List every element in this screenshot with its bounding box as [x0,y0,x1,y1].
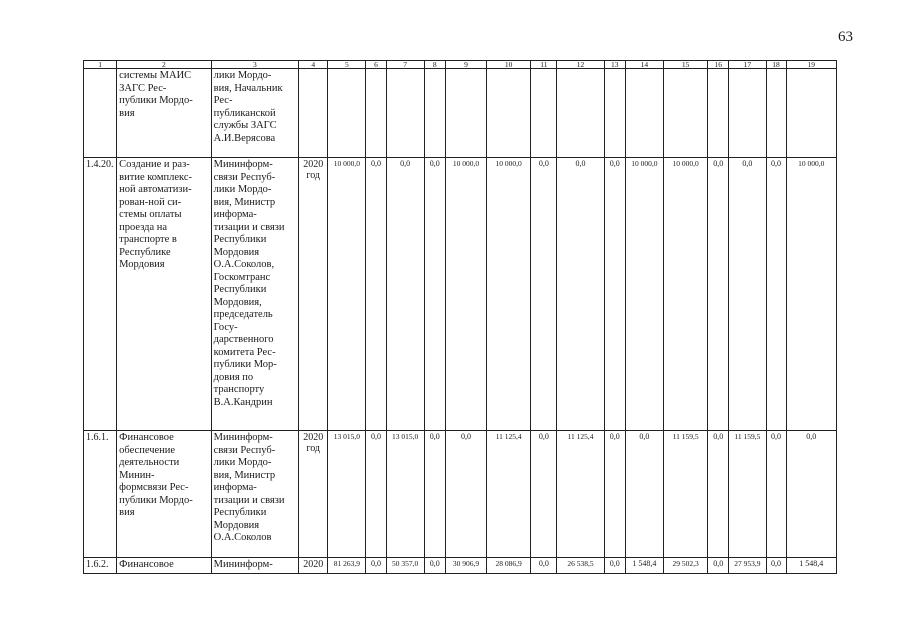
value-cell: 81 263,9 [328,558,366,574]
value-cell: 11 125,4 [487,431,531,558]
value-cell: 0,0 [708,158,729,431]
responsible-line: лики Мордо- [213,184,272,195]
responsible-line: Мордовия, [213,296,262,308]
value-cell: 26 538,5 [557,558,604,574]
measure-name-line: ЗАГС Рес- [119,82,167,94]
value-cell: 0,0 [604,431,625,558]
value-cell: 0,0 [366,431,386,558]
row-code: 1.4.20. [84,158,117,431]
value-cell: 0,0 [766,558,786,574]
value-cell [424,69,445,158]
measure-name-cell [117,558,212,574]
responsible-line: службы ЗАГС [213,120,277,131]
value-cell: 0,0 [604,158,625,431]
col-header: 13 [604,61,625,69]
measure-name-line: Мордовия [119,259,165,270]
row-code: 1.6.1. [84,431,117,558]
responsible-line: О.А.Соколов, [213,259,275,270]
header-row [84,61,837,69]
responsible-line: информа- [213,482,257,493]
value-cell: 28 086,9 [487,558,531,574]
year-cell: 2020 [299,558,328,574]
value-cell: 0,0 [604,558,625,574]
value-cell: 0,0 [786,431,836,558]
value-cell: 0,0 [708,558,729,574]
measure-name-line: Финансовое [119,559,174,570]
col-header: 2 [117,61,212,69]
value-cell: 0,0 [445,431,486,558]
col-header: 12 [557,61,604,69]
value-cell [708,69,729,158]
value-cell: 0,0 [366,558,386,574]
value-cell: 0,0 [557,158,604,431]
col-header: 9 [445,61,486,69]
value-cell: 0,0 [729,158,766,431]
responsible-line: вия, Начальник [213,82,283,94]
value-cell: 27 953,9 [729,558,766,574]
responsible-cell [211,431,298,558]
responsible-line: публиканской [213,107,276,119]
measure-name-line: стемы оплаты [119,209,182,220]
measure-name-line: публики Мордо- [119,494,193,506]
col-header: 5 [328,61,366,69]
responsible-line: В.А.Кандрин [213,396,273,408]
responsible-line: связи Респуб- [213,171,276,183]
responsible-cell [211,158,298,431]
measure-name-cell [117,69,212,158]
col-header: 11 [531,61,557,69]
value-cell: 0,0 [424,558,445,574]
measure-name-cell [117,158,212,431]
measure-name-line: обеспечение [119,444,176,456]
responsible-line: тизации и связи [213,494,285,506]
value-cell: 0,0 [424,431,445,558]
value-cell [386,69,424,158]
col-header: 15 [663,61,707,69]
col-header: 17 [729,61,766,69]
value-cell: 10 000,0 [663,158,707,431]
value-cell: 10 000,0 [445,158,486,431]
table-row [84,558,837,574]
responsible-line: Мининформ- [213,559,273,570]
table-row [84,431,837,558]
col-header: 7 [386,61,424,69]
responsible-line: лики Мордо- [213,70,272,81]
value-cell: 11 125,4 [557,431,604,558]
col-header: 18 [766,61,786,69]
col-header: 16 [708,61,729,69]
measure-name-line: публики Мордо- [119,95,193,106]
value-cell: 0,0 [708,431,729,558]
value-cell: 0,0 [531,558,557,574]
value-cell [445,69,486,158]
value-cell: 1 548,4 [786,558,836,574]
value-cell [786,69,836,158]
responsible-line: довия по [213,371,254,383]
budget-table [83,60,837,574]
measure-name-line: системы МАИС [119,70,192,81]
measure-name-line: ной автоматизи- [119,184,192,195]
responsible-line: Мининформ- [213,159,273,170]
measure-name-line: проезда на [119,221,168,233]
col-header: 19 [786,61,836,69]
responsible-cell [211,558,298,574]
row-code [84,69,117,158]
year-cell: 2020 год [299,431,328,558]
responsible-line: лики Мордо- [213,457,272,468]
value-cell [766,69,786,158]
value-cell [366,69,386,158]
value-cell: 13 015,0 [328,431,366,558]
measure-name-line: рован-ной си- [119,196,182,208]
col-header: 1 [84,61,117,69]
responsible-line: Рес- [213,95,233,106]
measure-name-line: вия [119,107,135,119]
measure-name-line: витие комплекс- [119,171,193,183]
value-cell: 0,0 [766,431,786,558]
responsible-line: Республики [213,507,267,518]
measure-name-line: Создание и раз- [119,159,190,170]
measure-name-cell [117,431,212,558]
responsible-line: Мордовия [213,519,260,531]
responsible-line: А.И.Верясова [213,132,276,144]
measure-name-line: деятельности [119,457,180,468]
responsible-line: комитета Рес- [213,346,276,358]
row-code: 1.6.2. [84,558,117,574]
table-row [84,69,837,158]
value-cell [604,69,625,158]
value-cell [557,69,604,158]
value-cell [487,69,531,158]
value-cell: 11 159,5 [729,431,766,558]
col-header: 10 [487,61,531,69]
value-cell: 0,0 [386,158,424,431]
responsible-line: тизации и связи [213,221,285,233]
responsible-line: вия, Министр [213,469,276,481]
col-header: 6 [366,61,386,69]
measure-name-line: Финансовое [119,432,174,443]
responsible-line: транспорту [213,384,265,395]
responsible-cell [211,69,298,158]
responsible-line: Мининформ- [213,432,273,443]
value-cell: 0,0 [424,158,445,431]
value-cell [729,69,766,158]
value-cell [328,69,366,158]
value-cell: 0,0 [531,431,557,558]
value-cell: 13 015,0 [386,431,424,558]
value-cell [663,69,707,158]
value-cell [625,69,663,158]
responsible-line: вия, Министр [213,196,276,208]
measure-name-line: формсвязи Рес- [119,482,189,493]
value-cell: 50 357,0 [386,558,424,574]
value-cell: 10 000,0 [625,158,663,431]
value-cell [531,69,557,158]
value-cell: 1 548,4 [625,558,663,574]
col-header: 14 [625,61,663,69]
value-cell: 0,0 [766,158,786,431]
value-cell: 11 159,5 [663,431,707,558]
responsible-line: Госу- [213,321,238,333]
responsible-line: Госкомтранс [213,271,271,283]
measure-name-line: транспорте в [119,234,177,245]
col-header: 8 [424,61,445,69]
responsible-line: публики Мор- [213,359,277,370]
measure-name-line: Республике [119,246,171,258]
responsible-line: Мордовия [213,246,260,258]
value-cell: 30 906,9 [445,558,486,574]
value-cell: 0,0 [366,158,386,431]
responsible-line: О.А.Соколов [213,532,272,543]
value-cell: 0,0 [625,431,663,558]
measure-name-line: Минин- [119,469,155,481]
year-cell: 2020 год [299,158,328,431]
value-cell: 10 000,0 [328,158,366,431]
value-cell: 29 502,3 [663,558,707,574]
responsible-line: председатель [213,309,273,320]
value-cell: 10 000,0 [487,158,531,431]
measure-name-line: вия [119,507,135,518]
responsible-line: Республики [213,284,267,295]
responsible-line: Республики [213,234,267,245]
table-row [84,158,837,431]
col-header: 4 [299,61,328,69]
col-header: 3 [211,61,298,69]
responsible-line: информа- [213,209,257,220]
responsible-line: связи Респуб- [213,444,276,456]
value-cell: 0,0 [531,158,557,431]
responsible-line: дарственного [213,334,274,345]
page-number: 63 [838,29,853,45]
value-cell: 10 000,0 [786,158,836,431]
year-cell [299,69,328,158]
